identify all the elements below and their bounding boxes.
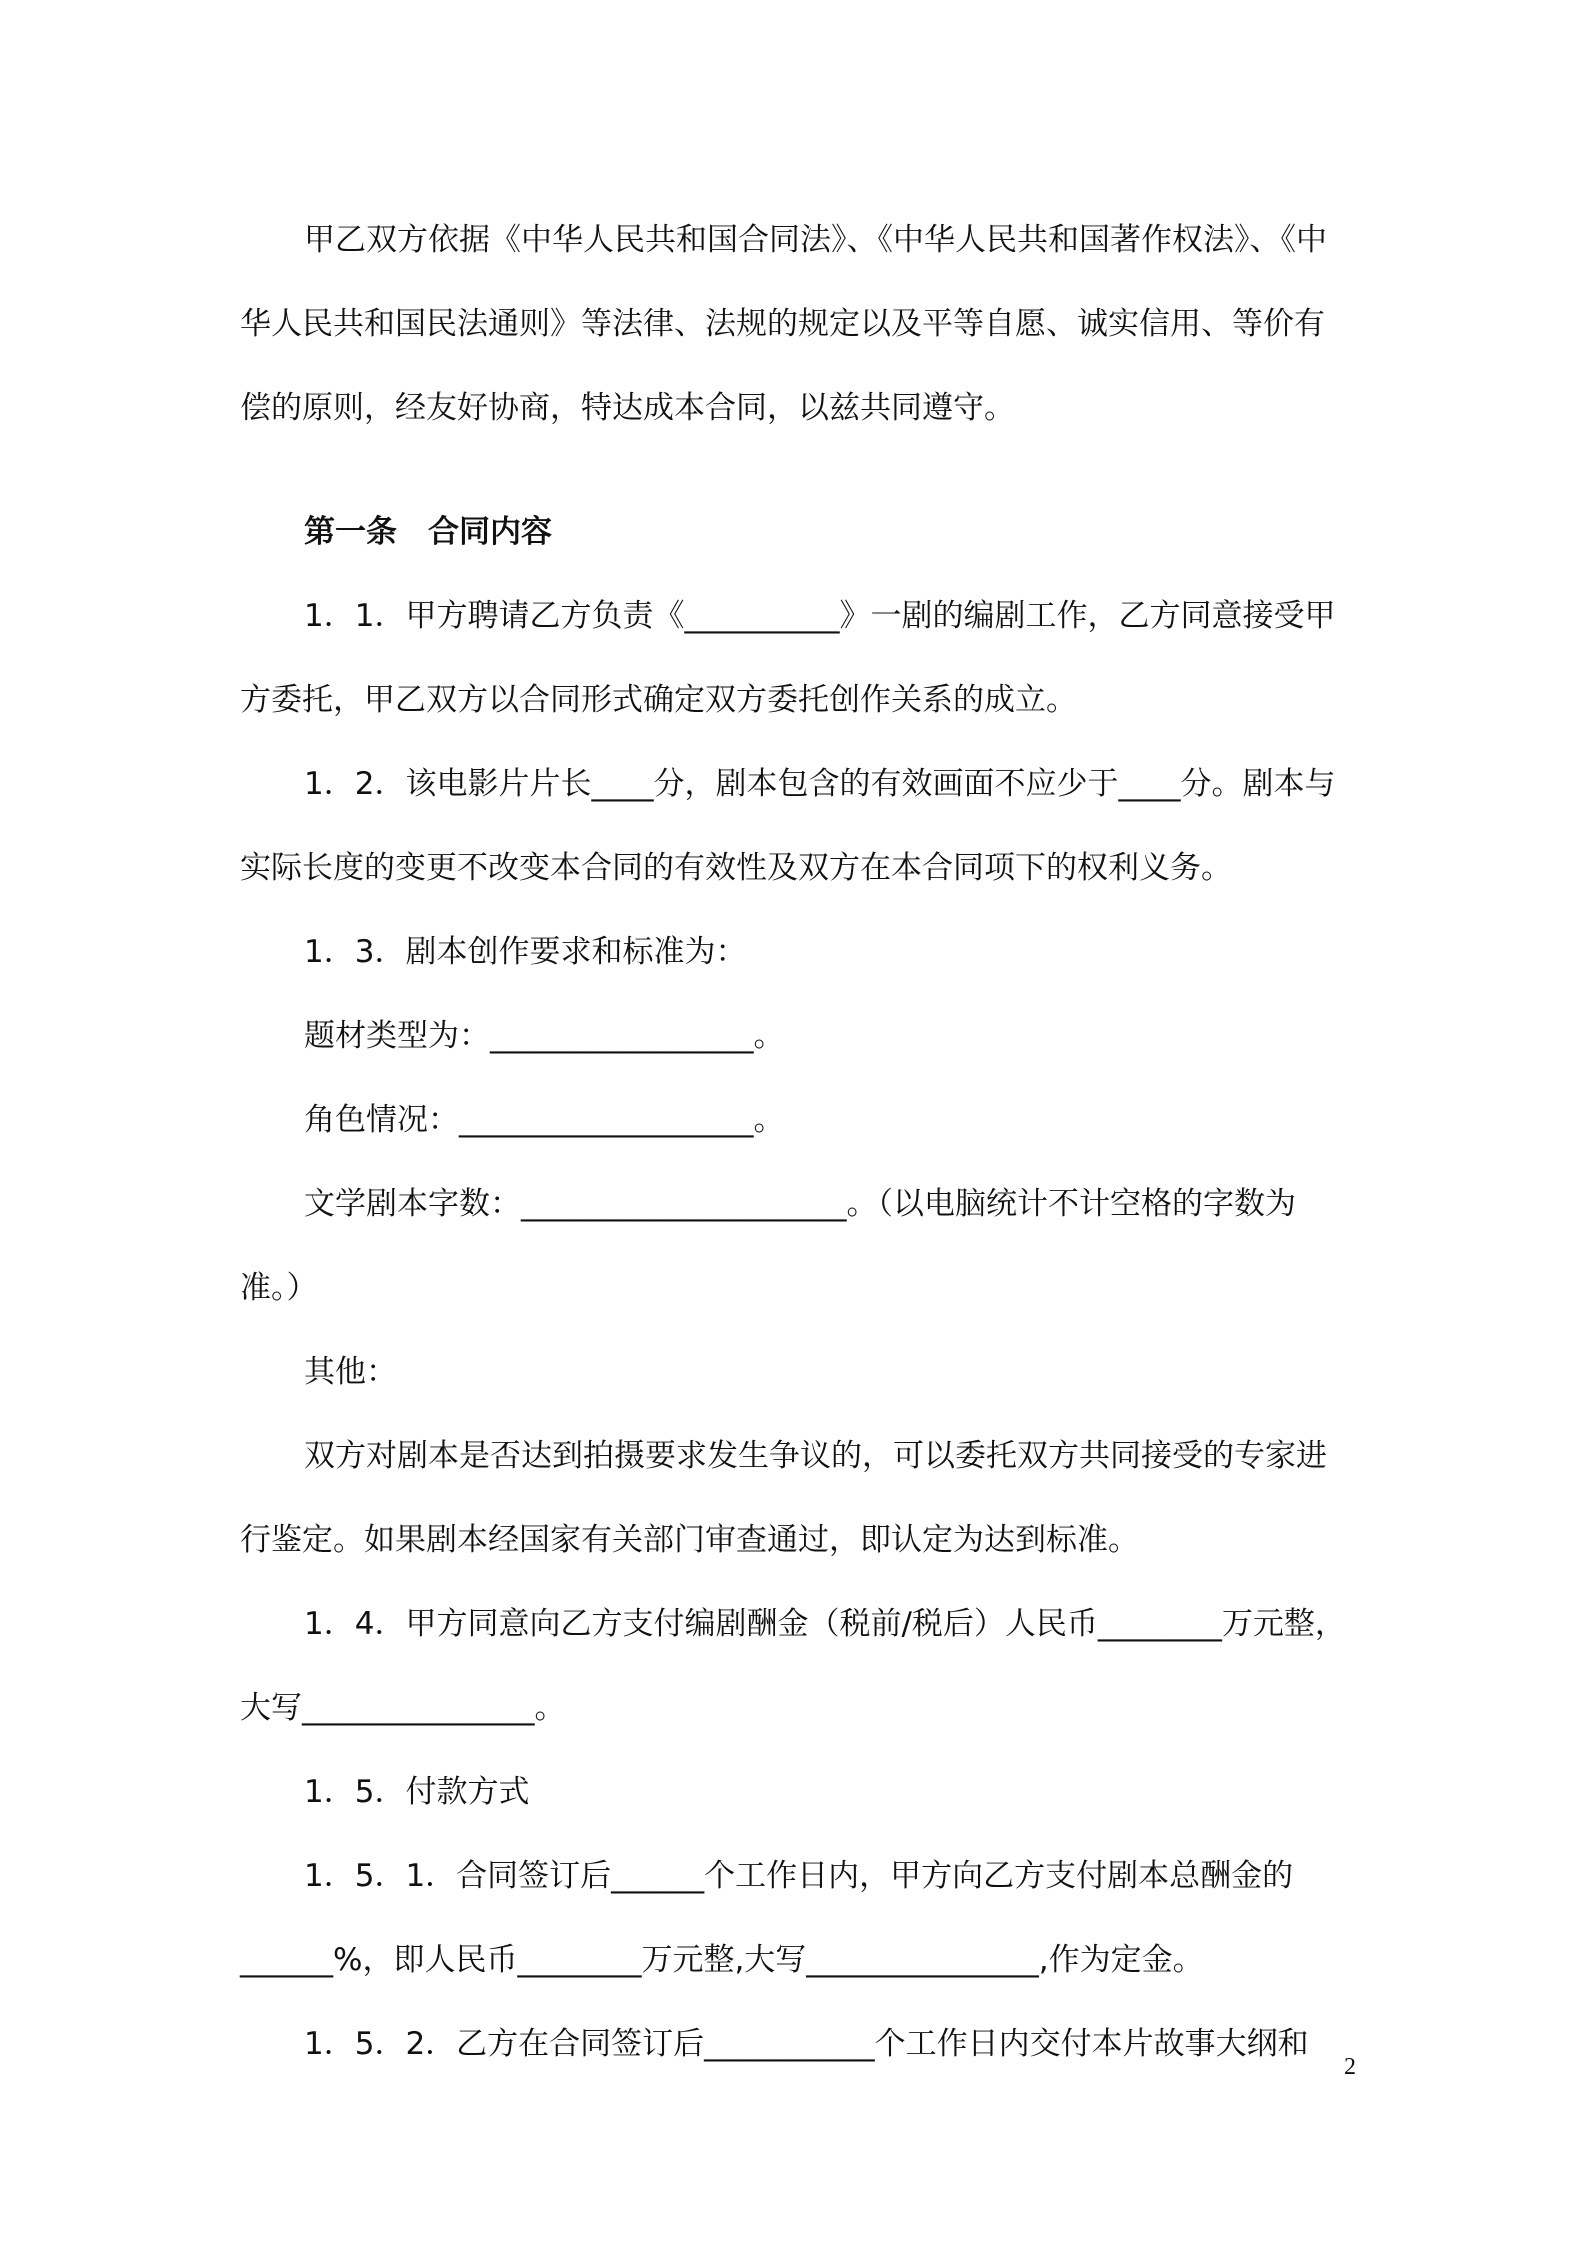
clause-1-4: 1．4．甲方同意向乙方支付编剧酬金（税前/税后）人民币________万元整，大写_______________。	[240, 1606, 1346, 1726]
other-line: 其他：	[304, 1354, 397, 1390]
word-count-line: 文学剧本字数：_____________________。（以电脑统计不计空格的字数为准。）	[240, 1186, 1296, 1306]
preamble-paragraph: 甲乙双方依据《中华人民共和国合同法》、《中华人民共和国著作权法》、《中华人民共和国民法通则》等法律、法规的规定以及平等自愿、诚实信用、等价有偿的原则，经友好协商，特达成本合同，以兹共同遵守。	[240, 222, 1327, 426]
document-body	[240, 198, 1352, 2086]
clause-1-1: 1．1．甲方聘请乙方负责《__________》一剧的编剧工作，乙方同意接受甲方委托，甲乙双方以合同形式确定双方委托创作关系的成立。	[240, 598, 1336, 718]
clause-1-5-1: 1．5．1．合同签订后______个工作日内，甲方向乙方支付剧本总酬金的______%，即人民币________万元整,大写_______________,作为定金。	[240, 1858, 1294, 1978]
page-number: 2	[1344, 2054, 1356, 2080]
clause-1-5-2: 1．5．2．乙方在合同签订后___________个工作日内交付本片故事大纲和	[304, 2026, 1309, 2062]
subject-type-line: 题材类型为：_________________。	[304, 1018, 785, 1054]
clause-1-3: 1．3．剧本创作要求和标准为：	[304, 934, 747, 970]
dispute-paragraph: 双方对剧本是否达到拍摄要求发生争议的，可以委托双方共同接受的专家进行鉴定。如果剧本经国家有关部门审查通过，即认定为达到标准。	[240, 1438, 1327, 1558]
clause-1-2: 1．2．该电影片片长____分，剧本包含的有效画面不应少于____分。剧本与实际长度的变更不改变本合同的有效性及双方在本合同项下的权利义务。	[240, 766, 1336, 886]
article-heading: 第一条 合同内容	[304, 514, 552, 550]
role-situation-line: 角色情况：___________________。	[304, 1102, 785, 1138]
clause-1-5: 1．5．付款方式	[304, 1774, 530, 1810]
